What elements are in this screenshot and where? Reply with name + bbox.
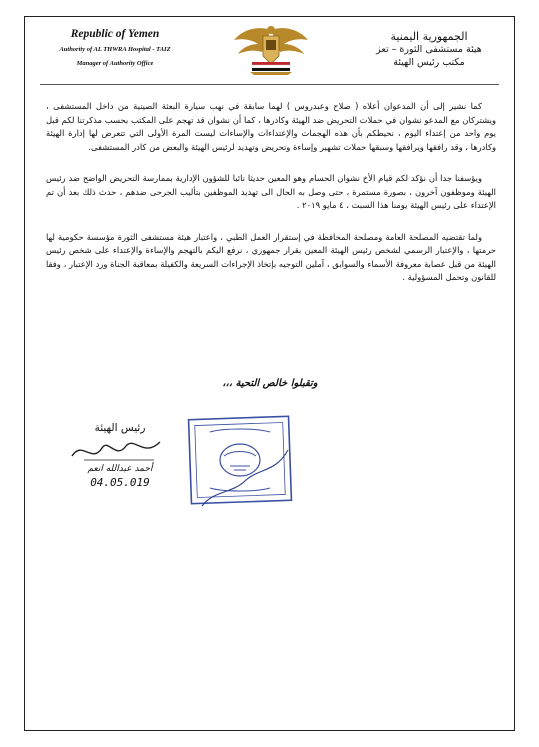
header-arabic-authority: هيئة مستشفى الثورة – تعز [376,44,482,55]
body-paragraph-2: ويؤسفنا جدا أن نؤكد لكم قيام الأخ نشوان الحسام وهو المعين حديثا نائبا للشؤون الإدارية بممارسة التحريض الواضح ضد رئيس الهيئة وموظفون آخرون ، بصورة مستمرة ، حتى وصل به الحال الى تهديد الموظفين بتأليب الجرحى ضدهم ، حدث ذلك بعد أن تم الإعتداء على رئيس الهيئة يومنا هذا السبت ، ٤ مايو ٢٠١٩ . [46,173,496,210]
official-stamp-icon [180,410,300,515]
header-english-authority: Authority of AL THWRA Hospital - TAIZ [59,46,171,53]
handwritten-signature-icon [64,430,174,470]
header-arabic-title: الجمهورية اليمنية [390,30,468,43]
signatory-name: أحمد عبدالله انعم [87,464,153,474]
body-paragraph-3: ولما تقتضيه المصلحة العامة ومصلحة المحافظة في إستقرار العمل الطبي ، واعتبار هيئة مستشفى الثورة مؤسسة حكومية لها حرمتها ، والإعتبار الرسمي لشخص رئيس الهيئة المعين بقرار جمهوري ، نرفع اليكم بالتهجم والإساءة والإعتداء على شخص رئيس الهيئة من قبل عصابة معروفة الأسماء والسوابق ، آملين التوجيه بإتخاذ الإجراءات السريعة والكفيلة بمعاقبة الجناة ورد الإعتبار ، وفقا للقانون وتحمل المسؤولية . [46,231,496,282]
header-english [40,28,190,74]
header-english-title: Republic of Yemen [70,28,160,40]
letter-body [46,100,496,303]
header-arabic [359,30,499,69]
signatory-role: رئيس الهيئة [94,422,146,434]
header-arabic-office: مكتب رئيس الهيئة [393,57,465,68]
header-english-office: Manager of Authority Office [76,60,154,67]
yemen-eagle-emblem-icon [230,22,312,76]
body-paragraph-1: كما نشير إلى أن المدعوان أعلاه ( صلاح وعبدروس ) لهما سابقة في نهب سيارة البعثة الصينية من داخل المستشفى ، ويشتركان مع المدعو نشوان في حملات التحريض ضد الهيئة وكادرها ، كما أن نشوان قد تهجم على المكتب بحسب مذكرتنا لكم قبل يوم واحد من إعتداء اليوم ، نحيطكم بأن هذه الهجمات والإعتداءات والإساءات ليست المرة الأولى التي تتعرض لها إدارة الهيئة وكادرها ، وقد رافقها ويرافقها وسبقها حملات تشهير وإساءة وتحريض وتهديد لرئيس الهيئة والبعض من كادر المستشفى. [46,101,496,152]
signature-date: 04.05.019 [90,476,150,489]
header-divider [40,84,499,85]
closing-greeting: وتقبلوا خالص التحية ،،، [222,378,318,389]
